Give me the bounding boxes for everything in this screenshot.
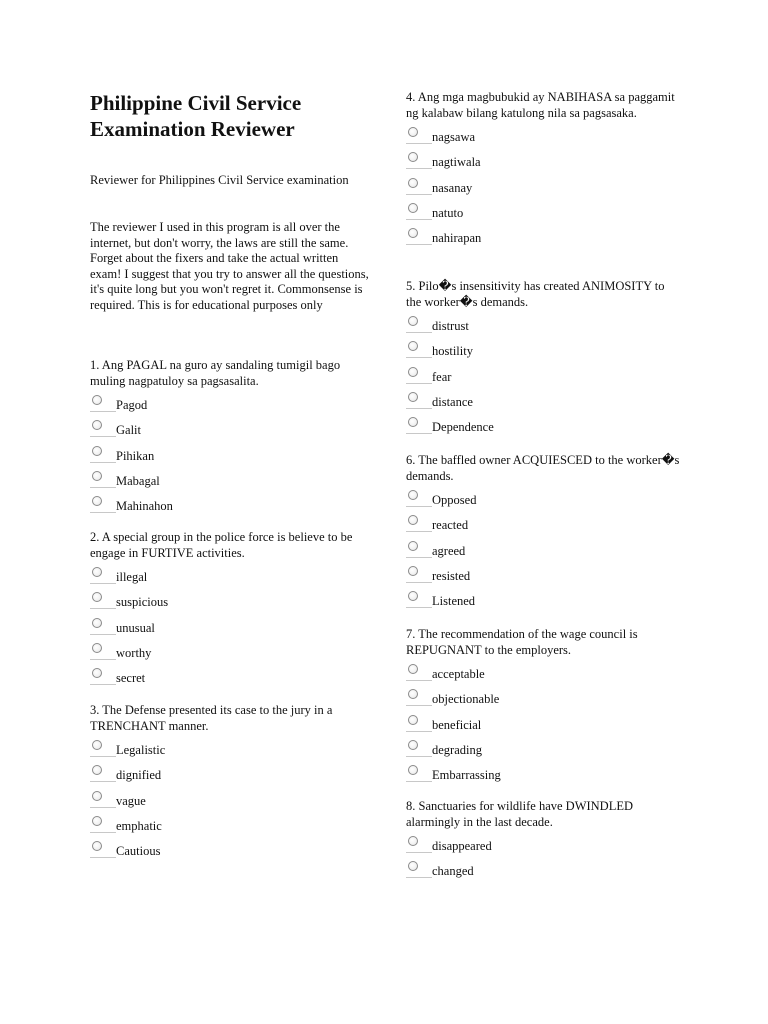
radio-button[interactable]	[92, 420, 102, 430]
page-title: Philippine Civil Service Examination Reviewer	[90, 91, 302, 141]
option-label: disappeared	[432, 839, 492, 853]
radio-button[interactable]	[92, 668, 102, 678]
radio-button[interactable]	[92, 765, 102, 775]
option-label: acceptable	[432, 667, 485, 681]
option-label: dignified	[116, 768, 162, 783]
option-label: worthy	[116, 645, 152, 660]
option-label: reacted	[432, 518, 469, 533]
question-text: 1. Ang PAGAL na guro ay sandaling tumigil bago muling nagpatuloy sa pagsasalita.	[90, 358, 341, 388]
option-underline	[406, 705, 432, 706]
radio-button[interactable]	[408, 566, 418, 576]
radio-button[interactable]	[92, 740, 102, 750]
question-5	[406, 279, 681, 436]
option-label: unusual	[116, 620, 155, 635]
answer-option[interactable]	[406, 172, 681, 197]
option-underline	[406, 582, 432, 583]
radio-button[interactable]	[408, 178, 418, 188]
radio-button[interactable]	[92, 395, 102, 405]
option-underline	[90, 807, 116, 808]
radio-button[interactable]	[408, 316, 418, 326]
radio-button[interactable]	[92, 816, 102, 826]
option-label: secret	[116, 671, 146, 686]
option-underline	[90, 857, 116, 858]
radio-button[interactable]	[408, 152, 418, 162]
answer-option[interactable]	[406, 386, 681, 411]
radio-button[interactable]	[92, 592, 102, 602]
option-underline	[406, 244, 432, 245]
radio-button[interactable]	[408, 689, 418, 699]
option-label: degrading	[432, 742, 482, 757]
option-underline	[90, 608, 116, 609]
answer-option[interactable]	[406, 121, 681, 146]
answer-option[interactable]	[90, 440, 365, 465]
radio-button[interactable]	[408, 228, 418, 238]
answer-options	[406, 484, 681, 610]
question-2	[90, 530, 365, 687]
question-3	[90, 703, 365, 860]
answer-option[interactable]	[406, 411, 681, 436]
option-label: nagtiwala	[432, 155, 481, 170]
answer-option[interactable]	[406, 734, 681, 759]
radio-button[interactable]	[408, 861, 418, 871]
option-label: Pihikan	[116, 448, 155, 463]
question-8	[406, 799, 681, 881]
answer-option[interactable]	[90, 561, 365, 586]
option-underline	[406, 756, 432, 757]
answer-options	[90, 561, 365, 687]
radio-button[interactable]	[408, 765, 418, 775]
option-underline	[406, 852, 432, 853]
answer-option[interactable]	[406, 658, 681, 683]
option-underline	[406, 357, 432, 358]
option-underline	[90, 487, 116, 488]
question-text: 4. Ang mga magbubukid ay NABIHASA sa paggamit ng kalabaw bilang katulong nila sa pagsasaka.	[406, 90, 675, 120]
option-label: fear	[432, 369, 452, 384]
option-label: nahirapan	[432, 231, 482, 246]
radio-button[interactable]	[408, 127, 418, 137]
answer-option[interactable]	[406, 146, 681, 171]
option-underline	[406, 194, 432, 195]
radio-button[interactable]	[92, 446, 102, 456]
answer-option[interactable]	[406, 361, 681, 386]
question-1	[90, 358, 365, 515]
option-label: Listened	[432, 594, 476, 609]
answer-option[interactable]	[90, 389, 365, 414]
radio-button[interactable]	[408, 740, 418, 750]
intro-paragraph: The reviewer I used in this program is all over the internet, but don't worry, the laws are still the same. Forget about the fixers and take the actual written exam! I suggest that you try to answer all the questions, it's quite long but you won't regret it. Commonsense is required. This is for educational purposes only	[90, 220, 369, 312]
answer-option[interactable]	[406, 855, 681, 880]
option-label: suspicious	[116, 595, 169, 610]
radio-button[interactable]	[408, 490, 418, 500]
option-underline	[90, 462, 116, 463]
option-label: objectionable	[432, 692, 500, 707]
answer-option[interactable]	[406, 509, 681, 534]
answer-option[interactable]	[90, 662, 365, 687]
question-text: 5. Pilo�s insensitivity has created ANIMOSITY to the worker�s demands.	[406, 279, 665, 309]
option-label: Embarrassing	[432, 768, 501, 783]
option-underline	[406, 557, 432, 558]
option-underline	[406, 168, 432, 169]
option-label: resisted	[432, 568, 471, 583]
option-underline	[406, 219, 432, 220]
option-label: nasanay	[432, 180, 473, 195]
option-label: distance	[432, 394, 473, 409]
answer-option[interactable]	[406, 222, 681, 247]
answer-option[interactable]	[406, 560, 681, 585]
option-label: illegal	[116, 570, 148, 584]
option-label: Mahinahon	[116, 499, 173, 514]
radio-button[interactable]	[408, 836, 418, 846]
answer-option[interactable]	[90, 612, 365, 637]
option-label: beneficial	[432, 717, 482, 732]
option-underline	[90, 832, 116, 833]
question-6	[406, 453, 681, 610]
option-underline	[406, 143, 432, 144]
question-text: 3. The Defense presented its case to the jury in a TRENCHANT manner.	[90, 703, 333, 733]
option-underline	[90, 781, 116, 782]
radio-button[interactable]	[408, 515, 418, 525]
option-label: nagsawa	[432, 130, 476, 144]
radio-button[interactable]	[408, 591, 418, 601]
answer-option[interactable]	[406, 709, 681, 734]
answer-options	[90, 389, 365, 515]
option-label: Mabagal	[116, 473, 160, 488]
page-subtitle: Reviewer for Philippines Civil Service examination	[90, 173, 349, 187]
radio-button[interactable]	[408, 392, 418, 402]
option-label: Legalistic	[116, 743, 166, 757]
option-underline	[90, 684, 116, 685]
answer-option[interactable]	[90, 490, 365, 515]
option-label: natuto	[432, 205, 464, 220]
option-label: Cautious	[116, 844, 161, 859]
option-label: Opposed	[432, 493, 477, 507]
question-text: 6. The baffled owner ACQUIESCED to the worker�s demands.	[406, 453, 680, 483]
option-underline	[406, 506, 432, 507]
answer-option[interactable]	[406, 310, 681, 335]
radio-button[interactable]	[408, 367, 418, 377]
radio-button[interactable]	[92, 618, 102, 628]
option-label: emphatic	[116, 818, 162, 833]
answer-option[interactable]	[406, 585, 681, 610]
option-label: Dependence	[432, 420, 494, 435]
option-underline	[90, 436, 116, 437]
option-underline	[90, 634, 116, 635]
option-underline	[406, 781, 432, 782]
answer-option[interactable]	[90, 810, 365, 835]
answer-options	[406, 830, 681, 881]
radio-button[interactable]	[92, 643, 102, 653]
answer-options	[406, 121, 681, 247]
answer-option[interactable]	[406, 683, 681, 708]
option-underline	[406, 332, 432, 333]
option-underline	[90, 512, 116, 513]
answer-option[interactable]	[406, 759, 681, 784]
option-underline	[406, 408, 432, 409]
option-label: distrust	[432, 319, 469, 333]
question-4	[406, 90, 681, 247]
option-label: agreed	[432, 543, 466, 558]
radio-button[interactable]	[408, 203, 418, 213]
option-underline	[406, 731, 432, 732]
option-label: hostility	[432, 344, 473, 359]
answer-options	[406, 310, 681, 436]
answer-option[interactable]	[406, 484, 681, 509]
option-label: Pagod	[116, 398, 148, 412]
option-underline	[90, 411, 116, 412]
option-underline	[406, 607, 432, 608]
answer-option[interactable]	[90, 785, 365, 810]
answer-option[interactable]	[90, 759, 365, 784]
option-label: changed	[432, 864, 474, 879]
answer-options	[406, 658, 681, 784]
option-underline	[406, 531, 432, 532]
option-label: vague	[116, 793, 146, 808]
answer-options	[90, 734, 365, 860]
radio-button[interactable]	[92, 567, 102, 577]
answer-option[interactable]	[406, 335, 681, 360]
question-text: 7. The recommendation of the wage council is REPUGNANT to the employers.	[406, 627, 638, 657]
radio-button[interactable]	[408, 541, 418, 551]
question-text: 2. A special group in the police force is believe to be engage in FURTIVE activities.	[90, 530, 353, 560]
answer-option[interactable]	[90, 414, 365, 439]
radio-button[interactable]	[408, 715, 418, 725]
question-text: 8. Sanctuaries for wildlife have DWINDLED alarmingly in the last decade.	[406, 799, 634, 829]
option-underline	[90, 659, 116, 660]
answer-option[interactable]	[90, 835, 365, 860]
option-underline	[406, 383, 432, 384]
answer-option[interactable]	[406, 535, 681, 560]
radio-button[interactable]	[92, 471, 102, 481]
option-underline	[90, 583, 116, 584]
option-label: Galit	[116, 423, 141, 438]
option-underline	[406, 680, 432, 681]
answer-option[interactable]	[90, 465, 365, 490]
answer-option[interactable]	[406, 830, 681, 855]
answer-option[interactable]	[406, 197, 681, 222]
radio-button[interactable]	[92, 791, 102, 801]
answer-option[interactable]	[90, 637, 365, 662]
answer-option[interactable]	[90, 586, 365, 611]
radio-button[interactable]	[92, 496, 102, 506]
radio-button[interactable]	[408, 417, 418, 427]
option-underline	[406, 433, 432, 434]
radio-button[interactable]	[92, 841, 102, 851]
answer-option[interactable]	[90, 734, 365, 759]
option-underline	[406, 877, 432, 878]
radio-button[interactable]	[408, 664, 418, 674]
radio-button[interactable]	[408, 341, 418, 351]
question-7	[406, 627, 681, 784]
option-underline	[90, 756, 116, 757]
